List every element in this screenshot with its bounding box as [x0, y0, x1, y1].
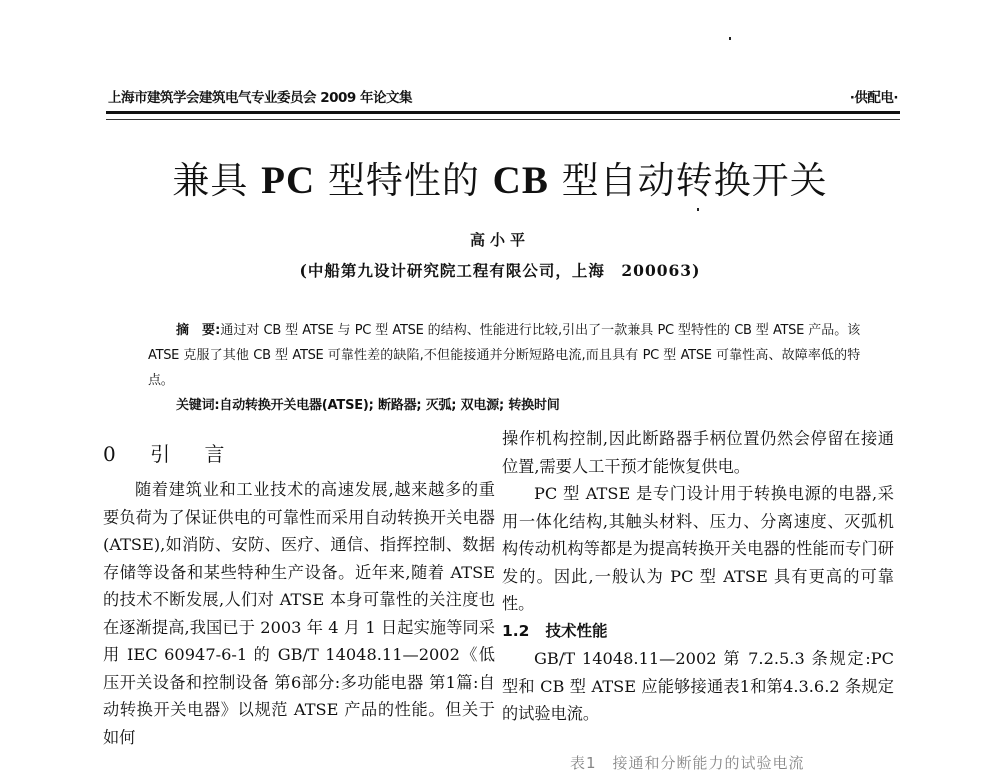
pc-atse-paragraph: PC 型 ATSE 是专门设计用于转换电源的电器,采用一体化结构,其触头材料、压力、分离速度、灭弧机构传动机构等都是为提高转换开关电器的性能而专门研发的。因此,一般认为 PC 型 ATSE 具有更高的可靠性。 — [502, 484, 894, 613]
scan-speck — [697, 208, 699, 211]
continued-paragraph: 操作机构控制,因此断路器手柄位置仍然会停留在接通位置,需要人工干预才能恢复供电。 — [502, 429, 894, 476]
header-rule — [106, 111, 900, 120]
table-caption-cut-off: 表1 接通和分断能力的试验电流 — [570, 754, 805, 772]
keywords — [176, 394, 876, 413]
left-column — [103, 434, 495, 751]
author-affiliation: (中船第九设计研究院工程有限公司，上海 200063) — [299, 261, 701, 280]
section-heading-introduction: 0 引 言 — [103, 442, 239, 466]
tech-performance-paragraph: GB/T 14048.11—2002 第 7.2.5.3 条规定:PC 型和 CB 型 ATSE 应能够接通表1和第4.3.6.2 条规定的试验电流。 — [502, 649, 894, 723]
running-head — [108, 86, 898, 106]
paper-title: 兼具 PC 型特性的 CB 型自动转换开关 — [172, 159, 828, 202]
subsection-heading — [502, 618, 894, 646]
abstract-text: 通过对 CB 型 ATSE 与 PC 型 ATSE 的结构、性能进行比较,引出了一款兼具 PC 型特性的 CB 型 ATSE 产品。该 ATSE 克服了其他 CB 型 ATSE 可靠性差的缺陷,不但能接通并分断短路电流,而且具有 PC 型 ATSE 可靠性高、故障率低的特点。 — [148, 323, 860, 388]
intro-paragraph: 随着建筑业和工业技术的高速发展,越来越多的重要负荷为了保证供电的可靠性而采用自动转换开关电器(ATSE),如消防、安防、医疗、通信、指挥控制、数据存储等设备和某些特种生产设备。近年来,随着 ATSE 的技术不断发展,人们对 ATSE 本身可靠性的关注度也在逐渐提高,我国已于 2003 年 4 月 1 日起实施等同采用 IEC 60947-6-1 的 GB/T 14048.11—2002《低压开关设备和控制设备 第6部分:多功能电器 第1篇:自动转换开关电器》以规范 ATSE 产品的性能。但关于如何 — [103, 480, 495, 747]
right-column — [502, 425, 894, 728]
keywords-text: 自动转换开关电器(ATSE); 断路器; 灭弧; 双电源; 转换时间 — [219, 398, 560, 413]
abstract — [148, 318, 860, 393]
running-head-section: ·供配电· — [849, 90, 898, 106]
scan-speck — [729, 37, 731, 40]
abstract-label: 摘 要: — [176, 323, 220, 338]
author-name: 高小平 — [469, 231, 530, 249]
running-head-left: 上海市建筑学会建筑电气专业委员会 2009 年论文集 — [108, 90, 412, 106]
subsection-title: 技术性能 — [545, 621, 608, 640]
keywords-label: 关键词: — [176, 398, 220, 413]
subsection-number: 1.2 — [502, 621, 530, 640]
